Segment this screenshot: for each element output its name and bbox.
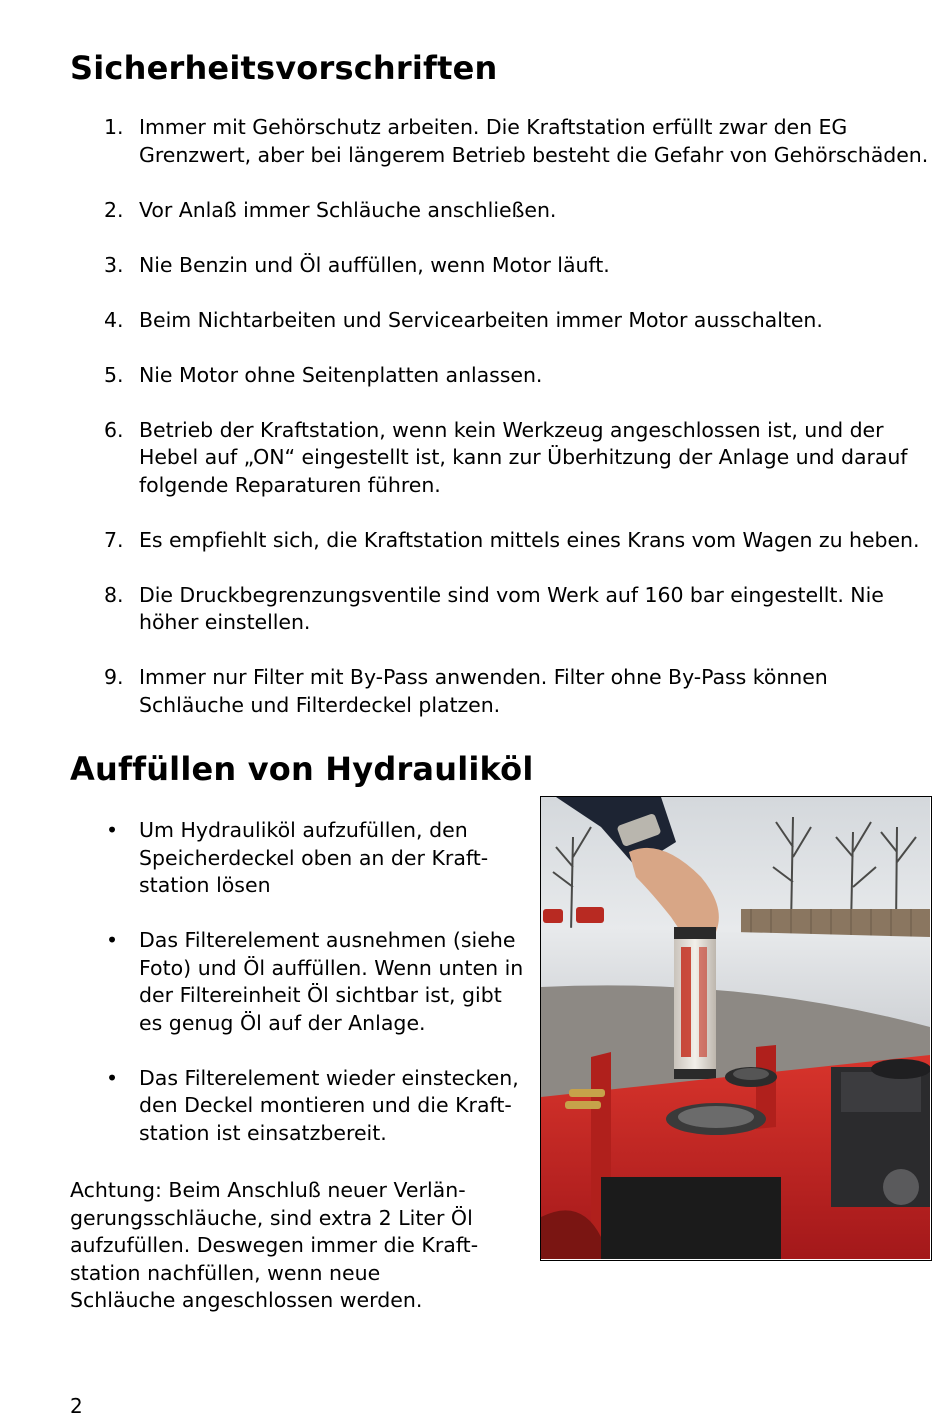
list-item	[70, 927, 530, 1037]
item-text: Das Filterelement ausnehmen (siehe Foto) und Öl auffüllen. Wenn unten in der Filtereinheit Öl sichtbar ist, gibt es genug Öl auf der Anlage.	[139, 928, 524, 1035]
item-text: Immer mit Gehörschutz arbeiten. Die Kraftstation erfüllt zwar den EG Grenzwert, aber bei längerem Betrieb besteht die Gefahr von Gehörschäden.	[139, 115, 929, 167]
item-number: 4.	[104, 307, 124, 332]
item-text: Es empfiehlt sich, die Kraftstation mittels eines Krans vom Wagen zu heben.	[139, 527, 920, 552]
list-item	[70, 1065, 530, 1148]
item-text: Beim Nichtarbeiten und Servicearbeiten immer Motor ausschalten.	[139, 307, 823, 332]
list-item	[70, 114, 930, 169]
bullet-symbol: •	[106, 818, 119, 842]
safety-rules-list	[70, 114, 930, 747]
item-text: Das Filterelement wieder einstecken, den Deckel montieren und die Kraft-station ist einsatzbereit.	[139, 1065, 519, 1145]
list-item	[70, 362, 930, 390]
hydraulic-steps-list	[70, 817, 530, 1175]
item-number: 1.	[104, 115, 124, 139]
item-number: 3.	[104, 252, 124, 277]
item-text: Immer nur Filter mit By-Pass anwenden. Filter ohne By-Pass können Schläuche und Filterdeckel platzen.	[139, 665, 828, 717]
bullet-symbol: •	[106, 928, 119, 952]
filter-element-photo	[540, 796, 932, 1261]
item-text: Nie Benzin und Öl auffüllen, wenn Motor läuft.	[139, 252, 610, 277]
bullet-symbol: •	[106, 1065, 119, 1090]
safety-heading: Sicherheitsvorschriften	[70, 49, 498, 87]
item-number: 6.	[104, 417, 124, 442]
item-number: 9.	[104, 665, 124, 689]
item-number: 7.	[104, 527, 124, 552]
list-item	[70, 817, 530, 900]
oil-warning-note: Achtung: Beim Anschluß neuer Verlän-gerungsschläuche, sind extra 2 Liter Öl aufzufüllen. Deswegen immer die Kraft-station nachfüllen, wenn neue Schläuche angeschlossen werden.	[70, 1178, 479, 1312]
item-text: Betrieb der Kraftstation, wenn kein Werkzeug angeschlossen ist, und der Hebel auf „ON“ eingestellt ist, kann zur Überhitzung der Anlage und darauf folgende Reparaturen führen.	[139, 417, 908, 497]
list-item	[70, 527, 930, 555]
page-number: 2	[70, 1394, 83, 1418]
item-text: Vor Anlaß immer Schläuche anschließen.	[139, 197, 557, 222]
hydraulic-heading: Auffüllen von Hydrauliköl	[70, 750, 534, 788]
list-item	[70, 197, 930, 225]
list-item	[70, 582, 930, 637]
list-item	[70, 417, 930, 500]
item-number: 5.	[104, 362, 124, 387]
item-text: Nie Motor ohne Seitenplatten anlassen.	[139, 362, 543, 387]
item-number: 2.	[104, 197, 124, 222]
item-number: 8.	[104, 582, 124, 607]
list-item	[70, 252, 930, 280]
item-text: Die Druckbegrenzungsventile sind vom Werk auf 160 bar eingestellt. Nie höher einstellen.	[139, 582, 884, 634]
list-item	[70, 307, 930, 335]
list-item	[70, 664, 930, 719]
item-text: Um Hydrauliköl aufzufüllen, den Speicherdeckel oben an der Kraft-station lösen	[139, 818, 489, 897]
